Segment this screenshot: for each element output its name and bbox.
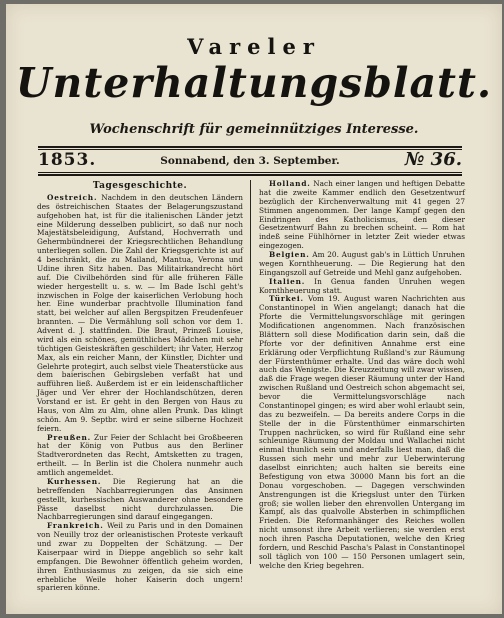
dateline bbox=[38, 151, 462, 171]
masthead-subtitle: Wochenschrift für gemeinnütziges Interesse. bbox=[89, 122, 419, 137]
column-divider bbox=[250, 180, 251, 564]
article-belgien bbox=[259, 251, 465, 278]
header-rule-bottom bbox=[38, 174, 462, 176]
article-frankreich bbox=[37, 522, 243, 593]
article-lead: Belgien. bbox=[269, 250, 310, 259]
article-lead: Holland. bbox=[269, 179, 311, 188]
issue-year: 1853. bbox=[38, 150, 97, 170]
left-column bbox=[37, 180, 243, 593]
article-text: Die Regierung hat an die betreffenden Nachbarregierungen das Ansinnen gestellt, kurhessischen Auswanderer ohne besondere Pässe daselbst nicht durchzulassen. Die Nachbarregierungen sind darauf eingegangen. bbox=[37, 476, 243, 522]
article-text: Nach einer langen und heftigen Debatte hat die zweite Kammer endlich den Gesetzentwurf bezüglich der Kirchenverwaltung mit 41 gegen 27 Stimmen angenommen. Der lange Kampf gegen den Eindringen des Katholicismus, den dieser Gesetzentwurf Bahn zu brechen scheint. — Rom hat indeß seine Fühlhörner in letzter Zeit wieder etwas eingezogen. bbox=[259, 179, 465, 251]
header-rule-bottom-thin bbox=[38, 172, 462, 173]
article-lead: Frankreich. bbox=[47, 521, 104, 531]
header-rule-top bbox=[38, 146, 462, 148]
article-text: Zur Feier der Schlacht bei Großbeeren hat der König von Putbus aus den Berliner Stadtverordneten das Recht, Amtsketten zu tragen, ertheilt. — In Berlin ist die Cholera nunmehr auch amtlich angemeldet. bbox=[37, 432, 243, 477]
article-text: Vom 19. August waren Nachrichten aus Constantinopel in Wien angelangt; danach hat die Pforte die Vermittelungsvorschläge mit geringen Modificationen angenommen. Nach französischen Blättern soll diese Modification darin sein, daß die Pforte vor der definitiven Annahme erst eine Erklärung oder Verpflichtung Rußland's zur Räumung der Fürstenthümer erhalte. Und das wäre doch wohl auch das Wenigste. Die Kreuzzeitung will zwar wissen, daß die Frage wegen dieser Räumung unter der Hand zwischen Rußland und Oestreich schon abgemacht sei, bevor die Vermittelungsvorschläge nach Constantinopel gingen; es wird aber wohl erlaubt sein, das zu bezweifeln. — Da bereits andere Corps in die Stelle der in die Fürstenthümer einmarschirten Truppen nachrücken, so wird für Rußland eine sehr schleunige Räumung der Moldau und Wallachei nicht einmal thunlich sein und anderfalls liest man, daß die Russen sich mehr und mehr zur Ueberwinterung daselbst einrichten; auch halten sie bereits eine Befestigung von etwa 30000 Mann bis fort an die Donau vorgeschoben. — Dagegen verschwinden Anstrengungen ist die Kriegslust unter den Türken groß; sie wollen lieber den ehrenvollen Untergang im Kampf, als das qualvolle Absterben in schimpflichen Frieden. Die Reformanhänger des Reiches wollen nicht umsonst ihre Arbeit verlieren; sie werden erst noch ihren Pascha Deputationen, welche den Krieg fordern, und Reschid Pascha's Palast in Constantinopel soll täglich von 100 — 150 Personen umlagert sein, welche den Krieg begehren. bbox=[259, 294, 465, 570]
article-lead: Preußen. bbox=[47, 432, 91, 442]
issue-number: № 36. bbox=[404, 149, 462, 170]
article-lead: Italien. bbox=[269, 276, 306, 286]
article-text: Am 20. August gab's in Lüttich Unruhen wegen Kornthheuerung. — Die Regierung hat den Eingangszoll auf Getreide und Mehl ganz aufgehoben. bbox=[259, 250, 465, 277]
article-lead: Oestreich. bbox=[47, 192, 98, 202]
article-lead: Türkei. bbox=[269, 294, 304, 304]
newspaper-page bbox=[6, 4, 502, 614]
issue-date: Sonnabend, den 3. September. bbox=[160, 155, 340, 167]
article-text: Weil zu Paris und in den Domainen von Neuilly troz der orleanistischen Proteste verkauft und zwar zu Doppelten der Schätzung. — Der Kaiserpaar wird in Dieppe angeblich so sehr kalt empfangen. Die Bewohner öffentlich geheim worden, ihren Enthusiasmus zu zeigen, da sie sich eine erhebliche Weile hoher Kaiserin doch ungern! sparieren könne. bbox=[37, 521, 243, 593]
article-lead: Kurhessen. bbox=[47, 476, 102, 486]
right-column bbox=[259, 180, 465, 571]
article-preussen bbox=[37, 434, 243, 478]
section-heading: Tagesgeschichte. bbox=[92, 181, 188, 191]
article-holland bbox=[259, 180, 465, 251]
masthead-town: Vareler bbox=[187, 34, 321, 59]
article-tuerkei bbox=[259, 295, 465, 570]
article-oestreich bbox=[37, 194, 243, 434]
article-text: In Genua fanden Unruhen wegen Kornthheuerung statt. bbox=[259, 276, 465, 295]
article-text: Nachdem in den deutschen Ländern des östreichischen Staates der Belagerungszustand aufgehoben hat, ist für die italienischen Länder jetzt eine Milderung desselben publicirt, so daß nur noch Majestätsbeleidigung, Aufstand, Hochverrath und Gehermbündnerei der Kriegsrechtlichen Behandlung unterliegen sollen. Die Zahl der Kriegsgerichte ist auf 4 beschränkt, die zu Mailand, Mantua, Verona und Udine ihren Sitz haben. Das Militairkandrecht hört auf. Die Civilbehörden sind für alle früheren Fälle wieder hergestellt u. s. w. — Im Bade Ischl geht's inzwischen in Folge der kaiserlichen Verlobung hoch her. Eine wunderbar prachtvolle Illumination fand statt, bei welcher auf allen Bergspitzen Freudenfeuer brannten. — Die Vermählung soll schon vor dem 1. Advent d. J. stattfinden. Die Braut, Prinzeß Louise, wird als ein schönes, gemüthliches Mädchen mit sehr tüchtigen Geisteskräften geschildert; ihr Vater, Herzog Max, als ein reicher Mann, der Künstler, Dichter und Gelehrte protegirt, auch selbst viele Theaterstücke aus dem baierischen Gebirgsleben verfaßt hat und aufführen ließ. Außerdem ist er ein leidenschaftlicher Jäger und Ver ehrer der Hochlandschützen, deren Vorstand er ist. Er geht in den Bergen von Haus zu Haus, von Alm zu Alm, ohne allen Prunk. Das klingt schön. Am 9. Septbr. wird er seine silberne Hochzeit feiern. bbox=[37, 192, 243, 433]
masthead-title: Unterhaltungsblatt. bbox=[15, 59, 493, 107]
header-rule-top-thin bbox=[38, 149, 462, 150]
article-kurhessen bbox=[37, 478, 243, 522]
article-italien bbox=[259, 278, 465, 296]
